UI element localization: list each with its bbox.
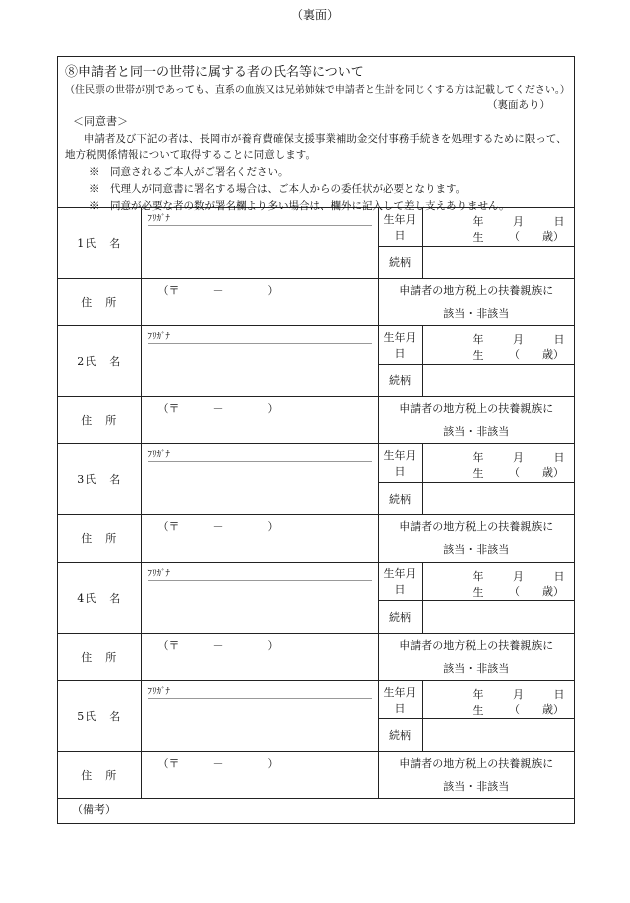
member-1-relation-field[interactable] [422, 246, 574, 278]
address-label: 住 所 [58, 751, 141, 798]
member-5-dob-field[interactable] [422, 680, 574, 719]
dob-units: 年 月 日生 [472, 333, 565, 363]
relation-label: 続柄 [378, 482, 422, 514]
member-2-dependent-field[interactable] [378, 397, 574, 444]
member-4-name-row [58, 562, 574, 601]
age-units: （ 歳） [509, 702, 564, 716]
member-4-name-input[interactable] [142, 581, 378, 633]
member-1-name-label: 1氏 名 [58, 208, 141, 279]
member-1-address-field[interactable] [141, 279, 378, 326]
address-label: 住 所 [58, 397, 141, 444]
dependent-question: 申請者の地方税上の扶養親族に [399, 756, 554, 770]
member-2-address-row [58, 397, 574, 444]
member-4-dependent-field[interactable] [378, 633, 574, 680]
address-label: 住 所 [58, 633, 141, 680]
member-5-dependent-field[interactable] [378, 751, 574, 798]
member-4-dob-field[interactable] [422, 562, 574, 601]
address-label: 住 所 [58, 515, 141, 562]
member-5-address-field[interactable] [141, 751, 378, 798]
age-units: （ 歳） [509, 466, 564, 480]
member-4-address-row [58, 633, 574, 680]
dob-units: 年 月 日生 [472, 687, 565, 717]
member-1-address-row [58, 279, 574, 326]
age-units: （ 歳） [509, 230, 564, 243]
note-2: ※ 代理人が同意書に署名する場合は、ご本人からの委任状が必要となります。 [89, 182, 467, 195]
relation-label: 続柄 [378, 601, 422, 633]
furigana-label: ﾌﾘｶﾞﾅ [148, 444, 372, 462]
section-subtitle: （住民票の世帯が別であっても、直系の血族又は兄弟姉妹で申請者と生計を同じくする方は記載してください。） [65, 84, 570, 96]
member-5-name-field[interactable] [141, 680, 378, 751]
member-4-address-field[interactable] [141, 633, 378, 680]
dob-units: 年 月 日生 [472, 215, 565, 244]
furigana-label: ﾌﾘｶﾞﾅ [148, 208, 372, 226]
relation-label: 続柄 [378, 364, 422, 396]
member-5-name-input[interactable] [142, 699, 378, 751]
postal-code-field: （〒 － ） [157, 284, 279, 297]
postal-code-field: （〒 － ） [157, 756, 279, 770]
member-1-dependent-field[interactable] [378, 279, 574, 326]
consent-body: 申請者及び下記の者は、長岡市が養育費確保支援事業補助金交付事務手続きを処理するために限って、地方税関係情報について取得することに同意します。 [65, 133, 567, 161]
dependent-choice: 該当・非該当 [443, 543, 510, 557]
member-5-address-row [58, 751, 574, 798]
member-3-name-field[interactable] [141, 444, 378, 515]
remarks-field[interactable] [58, 798, 574, 830]
member-2-name-field[interactable] [141, 326, 378, 397]
postal-code-field: （〒 － ） [157, 402, 279, 416]
dependent-question: 申請者の地方税上の扶養親族に [399, 520, 554, 534]
member-3-relation-field[interactable] [422, 482, 574, 514]
dependent-choice: 該当・非該当 [443, 779, 510, 793]
consent-heading: ＜同意書＞ [73, 115, 128, 129]
dependent-choice: 該当・非該当 [443, 661, 510, 675]
member-3-address-field[interactable] [141, 515, 378, 562]
relation-label: 続柄 [378, 719, 422, 751]
remarks-label: （備考） [72, 802, 116, 816]
furigana-label: ﾌﾘｶﾞﾅ [148, 563, 372, 581]
member-table [58, 208, 574, 830]
member-3-name-input[interactable] [142, 462, 378, 514]
member-2-dob-field[interactable] [422, 326, 574, 365]
member-1-name-field[interactable] [141, 208, 378, 279]
postal-code-field: （〒 － ） [157, 520, 279, 534]
member-2-address-field[interactable] [141, 397, 378, 444]
member-2-relation-field[interactable] [422, 364, 574, 396]
dob-label: 生年月日 [378, 444, 422, 483]
dob-label: 生年月日 [378, 326, 422, 365]
member-4-name-label: 4氏 名 [58, 562, 141, 633]
dob-label: 生年月日 [378, 208, 422, 246]
member-3-dependent-field[interactable] [378, 515, 574, 562]
dependent-question: 申請者の地方税上の扶養親族に [399, 402, 554, 416]
dob-units: 年 月 日生 [472, 569, 565, 599]
dependent-choice: 該当・非該当 [443, 425, 510, 439]
address-label: 住 所 [58, 279, 141, 326]
note-1: ※ 同意されるご本人がご署名ください。 [89, 165, 289, 178]
member-3-dob-field[interactable] [422, 444, 574, 483]
member-4-name-field[interactable] [141, 562, 378, 633]
member-5-relation-field[interactable] [422, 719, 574, 751]
dob-label: 生年月日 [378, 680, 422, 719]
member-2-name-label: 2氏 名 [58, 326, 141, 397]
furigana-label: ﾌﾘｶﾞﾅ [148, 681, 372, 699]
dob-units: 年 月 日生 [472, 451, 565, 481]
member-1-dob-field[interactable] [422, 208, 574, 246]
page-side-label: （裏面） [290, 8, 339, 22]
age-units: （ 歳） [509, 584, 564, 598]
household-consent-form [57, 56, 575, 824]
member-5-name-label: 5氏 名 [58, 680, 141, 751]
member-3-name-row [58, 444, 574, 483]
age-units: （ 歳） [509, 348, 564, 362]
back-side-note: （裏面あり） [487, 99, 550, 111]
form-header [58, 57, 574, 213]
member-4-relation-field[interactable] [422, 601, 574, 633]
dependent-question: 申請者の地方税上の扶養親族に [399, 638, 554, 652]
member-1-name-input[interactable] [142, 226, 378, 278]
postal-code-field: （〒 － ） [157, 638, 279, 652]
member-2-name-row [58, 326, 574, 365]
dependent-question: 申請者の地方税上の扶養親族に [399, 284, 554, 297]
section-title: ⑧申請者と同一の世帯に属する者の氏名等について [65, 65, 364, 80]
dependent-choice: 該当・非該当 [443, 307, 510, 321]
note-3: ※ 同意が必要な者の数が署名欄より多い場合は、欄外に記入して差し支えありません。 [89, 200, 510, 213]
member-3-name-label: 3氏 名 [58, 444, 141, 515]
member-2-name-input[interactable] [142, 344, 378, 396]
relation-label: 続柄 [378, 246, 422, 278]
dob-label: 生年月日 [378, 562, 422, 601]
member-5-name-row [58, 680, 574, 719]
furigana-label: ﾌﾘｶﾞﾅ [148, 326, 372, 344]
member-3-address-row [58, 515, 574, 562]
